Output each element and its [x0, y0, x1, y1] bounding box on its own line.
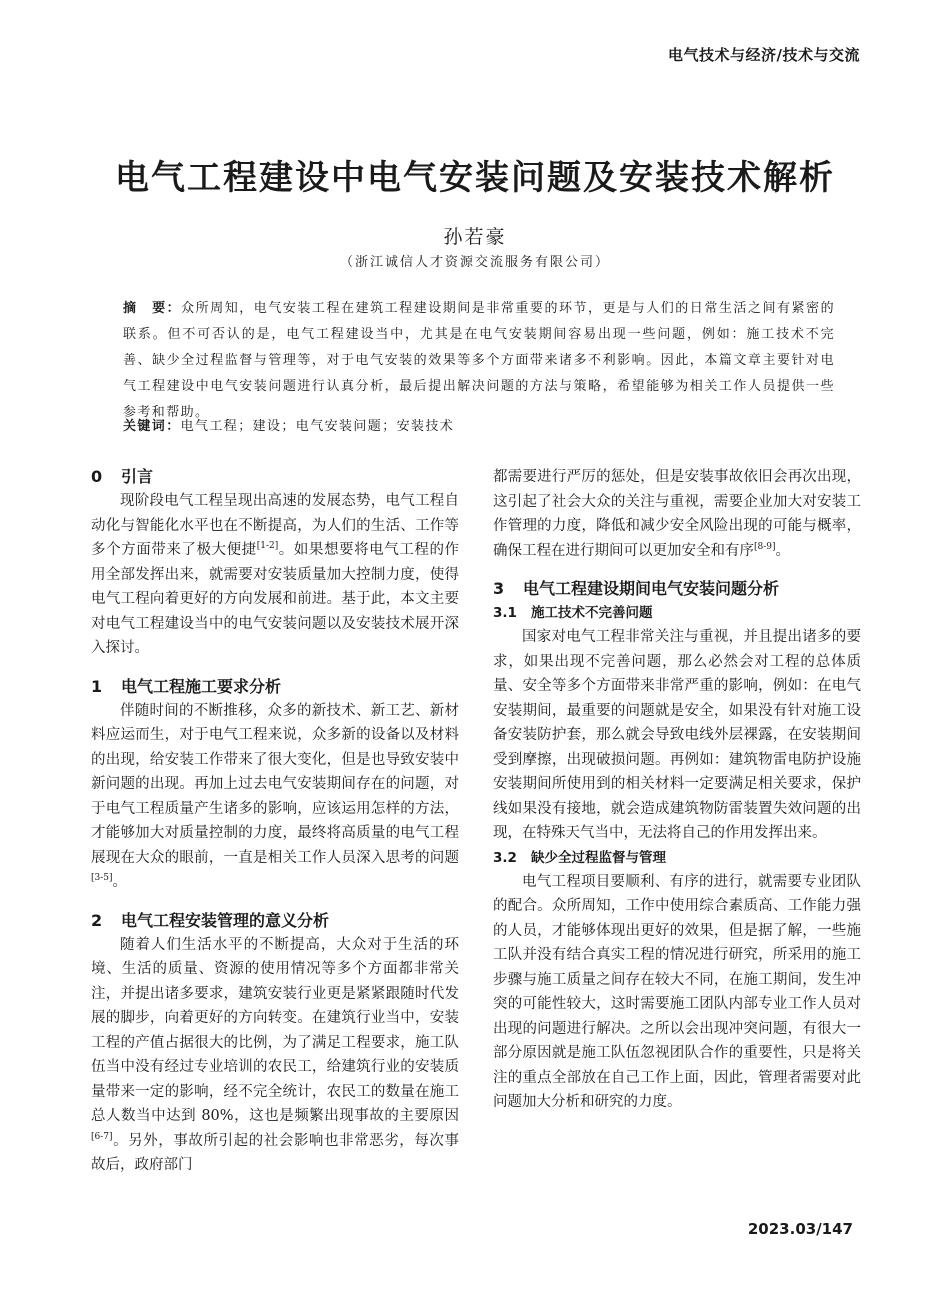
- paragraph: 国家对电气工程非常关注与重视，并且提出诸多的要求，如果出现不完善问题，那么必然会对工程的总体质量、安全等多个方面带来非常严重的影响，例如：在电气安装期间，最重要的问题就是安全，如果没有针对施工设备安装防护套，那么就会导致电线外层裸露，在安装期间受到摩擦，出现破损问题。再例如：建筑物雷电防护设施安装期间所使用到的相关材料一定要满足相关要求，保护线如果没有接地，就会造成建筑物防雷装置失效问题的出现，在特殊天气当中，无法将自己的作用发挥出来。: [493, 629, 861, 841]
- keywords-text: 电气工程；建设；电气安装问题；安装技术: [180, 419, 455, 434]
- page-number: 2023.03/147: [747, 1220, 853, 1238]
- paragraph-text: 随着人们生活水平的不断提高，大众对于生活的环境、生活的质量、资源的使用情况等多个方面都非常关注，并提出诸多要求，建筑安装行业更是紧紧跟随时代发展的脚步，向着更好的方向转变。在建筑行业当中，安装工程的产值占据很大的比例，为了满足工程要求，施工队伍当中没有经过专业培训的农民工，给建筑行业的安装质量带来一定的影响，经不完全统计，农民工的数量在施工总人数当中达到 80%，这也是频繁出现事故的主要原因: [91, 936, 459, 1124]
- section-heading: [493, 577, 861, 601]
- section-number: 0: [91, 467, 103, 486]
- author-name: 孙若豪: [443, 226, 507, 248]
- subsection-title: 施工技术不完善问题: [531, 605, 653, 621]
- paragraph-text: 。: [775, 542, 791, 559]
- keywords-label: 关键词：: [123, 419, 181, 434]
- abstract: [123, 296, 835, 426]
- subsection-number: 3.2: [493, 849, 517, 866]
- section-number: 3: [493, 579, 505, 598]
- citation: [6-7]: [91, 1131, 113, 1142]
- section-heading: [91, 909, 459, 933]
- subsection-heading: [493, 846, 861, 870]
- paper-title: 电气工程建设中电气安装问题及安装技术解析: [115, 158, 835, 198]
- paragraph: [91, 933, 459, 1178]
- abstract-label: 摘 要：: [123, 301, 182, 316]
- subsection-heading: [493, 601, 861, 625]
- paragraph-continued: [493, 465, 861, 563]
- section-title: 电气工程施工要求分析: [121, 676, 282, 696]
- left-column: [91, 465, 459, 1178]
- citation: [3-5]: [91, 873, 113, 883]
- author-affiliation: （浙江诚信人才资源交流服务有限公司）: [339, 255, 610, 270]
- paragraph-text: 。如果想要将电气工程的作用全部发挥出来，就需要对安装质量加大控制力度，使得电气工程向着更好的方向发展和前进。基于此，本文主要对电气工程建设当中的电气安装问题以及安装技术展开深入探讨。: [91, 542, 460, 656]
- paragraph-text: 现阶段电气工程呈现出高速的发展态势，电气工程自动化与智能化水平也在不断提高，为人们的生活、工作等多个方面带来了极大便捷: [91, 493, 459, 558]
- section-title: 引言: [121, 467, 154, 486]
- paragraph-text: 。另外，事故所引起的社会影响也非常恶劣，每次事故后，政府部门: [91, 1132, 459, 1173]
- subsection-title: 缺少全过程监督与管理: [531, 849, 666, 866]
- section-heading: [91, 465, 459, 489]
- citation: [1-2]: [256, 541, 279, 551]
- subsection-number: 3.1: [493, 605, 517, 621]
- paragraph-text: 伴随时间的不断推移，众多的新技术、新工艺、新材料应运而生，对于电气工程来说，众多新的设备以及材料的出现，给安装工作带来了很大变化，但是也导致安装中新问题的出现。再加上过去电气安装期间存在的问题，对于电气工程质量产生诸多的影响，应该运用怎样的方法，才能够加大对质量控制的力度，最终将高质量的电气工程展现在大众的眼前，一直是相关工作人员深入思考的问题: [91, 702, 459, 866]
- section-title: 电气工程建设期间电气安装问题分析: [523, 579, 780, 598]
- abstract-text: 众所周知，电气安装工程在建筑工程建设期间是非常重要的环节，更是与人们的日常生活之间有紧密的联系。但不可否认的是，电气工程建设当中，尤其是在电气安装期间容易出现一些问题，例如：施工技术不完善、缺少全过程监督与管理等，对于电气安装的效果等多个方面带来诸多不利影响。因此，本篇文章主要针对电气工程建设中电气安装问题进行认真分析，最后提出解决问题的方法与策略，希望能够为相关工作人员提供一些参考和帮助。: [123, 301, 835, 420]
- section-title: 电气工程安装管理的意义分析: [121, 910, 330, 930]
- paragraph: [91, 489, 459, 661]
- section-number: 2: [91, 910, 103, 930]
- section-heading: [91, 675, 459, 699]
- right-column: [493, 465, 861, 1115]
- citation: [8-9]: [754, 541, 776, 552]
- section-number: 1: [91, 676, 103, 696]
- keywords: [123, 417, 835, 437]
- journal-header: 电气技术与经济/技术与交流: [668, 46, 860, 64]
- paragraph: 电气工程项目要顺利、有序的进行，就需要专业团队的配合。众所周知，工作中使用综合素质高、工作能力强的人员，才能够体现出更好的效果，但是据了解，一些施工队并没有结合真实工程的情况进行研究，所采用的施工步骤与施工质量之间存在较大不同，在施工期间，发生冲突的可能性较大，这时需要施工团队内部专业工作人员对出现的问题进行解决。之所以会出现冲突问题，有很大一部分原因就是施工队伍忽视团队合作的重要性，只是将关注的重点全部放在自己工作上面，因此，管理者需要对此问题加大分析和研究的力度。: [493, 873, 861, 1110]
- paragraph-text: 。: [112, 874, 128, 890]
- paragraph: [91, 699, 459, 895]
- paragraph-text: 都需要进行严厉的惩处，但是安装事故依旧会再次出现，这引起了社会大众的关注与重视，需要企业加大对安装工作管理的力度，降低和减少安全风险出现的可能与概率，确保工程在进行期间可以更加安全和有序: [493, 469, 861, 559]
